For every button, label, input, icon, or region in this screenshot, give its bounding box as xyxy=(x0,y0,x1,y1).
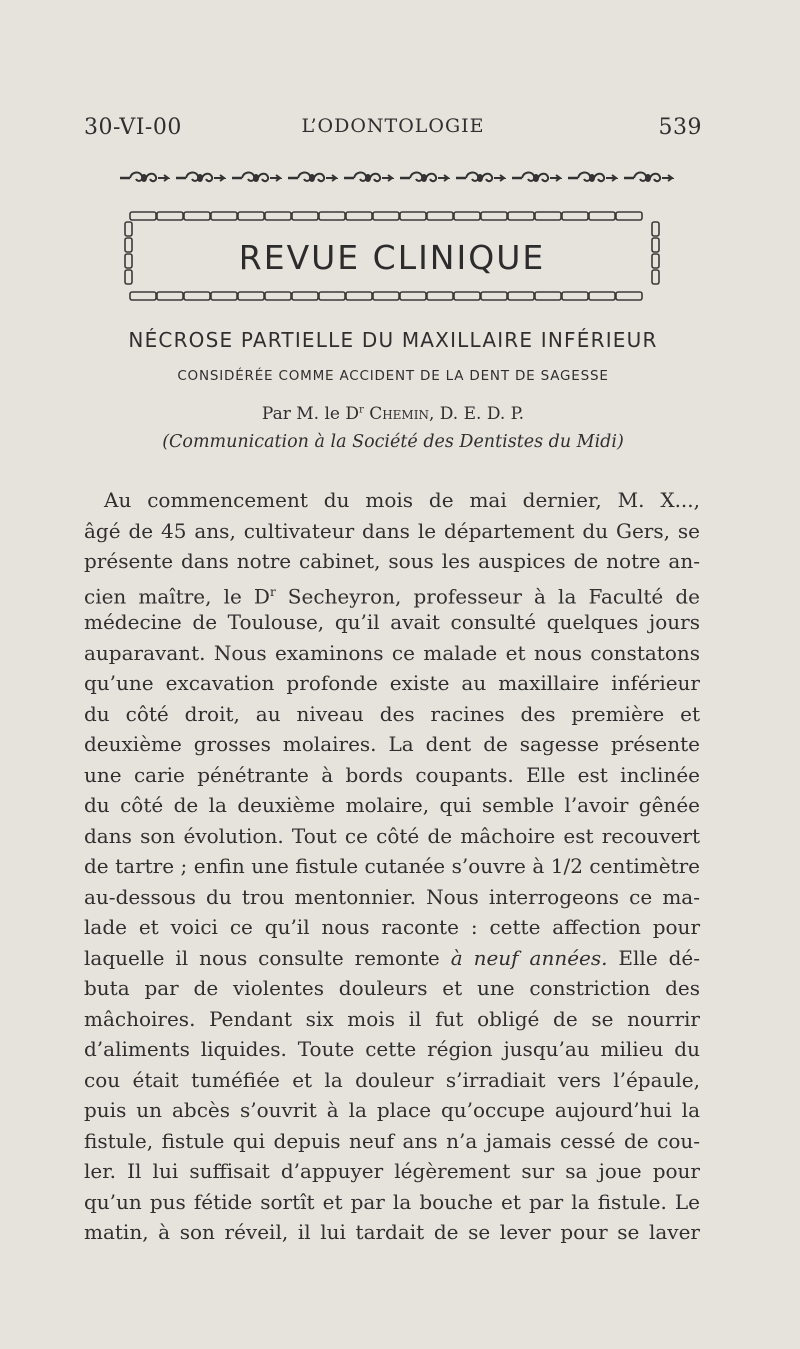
frame-link-top xyxy=(589,212,615,220)
frame-link-top xyxy=(184,212,210,220)
frame-link-bottom xyxy=(373,292,399,300)
frame-link-bottom xyxy=(238,292,264,300)
body-line-end: Secheyron, professeur à la Faculté de xyxy=(275,584,700,609)
frame-link-bottom xyxy=(211,292,237,300)
frame-link-bottom xyxy=(589,292,615,300)
frame-link-top xyxy=(508,212,534,220)
body-line: qu’un pus fétide sortît et par la bouche et par la fistule. Le xyxy=(84,1189,700,1214)
frame-link-bottom xyxy=(454,292,480,300)
body-line-end: Elle dé- xyxy=(607,945,700,970)
page-number: 539 xyxy=(658,115,702,140)
frame-link-bottom xyxy=(508,292,534,300)
section-frame xyxy=(122,208,662,304)
body-line: du côté droit, au niveau des racines des première et xyxy=(84,701,700,726)
frame-link-bottom xyxy=(157,292,183,300)
frame-link-bottom xyxy=(265,292,291,300)
body-line: dans son évolution. Tout ce côté de mâchoire est recouvert xyxy=(84,823,700,848)
body-line: âgé de 45 ans, cultivateur dans le département du Gers, se xyxy=(84,518,700,543)
frame-link-top xyxy=(481,212,507,220)
ornament-scroll xyxy=(510,168,562,188)
ornament-scroll xyxy=(454,168,506,188)
byline-prefix: Par M. le D xyxy=(261,404,360,424)
body-line: fistule, fistule qui depuis neuf ans n’a jamais cessé de cou- xyxy=(84,1128,700,1153)
article-body xyxy=(84,485,700,1248)
body-line-start: cien maître, le D xyxy=(84,584,270,609)
body-line: matin, à son réveil, il lui tardait de se lever pour se laver xyxy=(84,1220,700,1244)
ornament-scroll xyxy=(286,168,338,188)
article-title: NÉCROSE PARTIELLE DU MAXILLAIRE INFÉRIEUR xyxy=(128,328,658,352)
body-line: puis un abcès s’ouvrit à la place qu’occupe aujourd’hui la xyxy=(84,1098,700,1122)
frame-link-bottom xyxy=(319,292,345,300)
italic-phrase: à neuf années. xyxy=(450,945,608,970)
body-line: ler. Il lui suffisait d’appuyer légèrement sur sa joue pour xyxy=(84,1159,700,1183)
frame-link-bottom xyxy=(616,292,642,300)
frame-link-top xyxy=(157,212,183,220)
frame-link-top xyxy=(346,212,372,220)
frame-link-right xyxy=(652,222,659,236)
frame-link-top xyxy=(535,212,561,220)
frame-link-bottom xyxy=(346,292,372,300)
body-line: présente dans notre cabinet, sous les auspices de notre an- xyxy=(84,549,700,573)
byline-superscript: r xyxy=(359,404,364,416)
byline-suffix: , D. E. D. P. xyxy=(428,404,525,424)
frame-link-top xyxy=(373,212,399,220)
frame-link-bottom xyxy=(130,292,156,300)
frame-link-top xyxy=(616,212,642,220)
frame-link-bottom xyxy=(481,292,507,300)
section-title: REVUE CLINIQUE xyxy=(238,238,546,277)
body-line: au-dessous du trou mentonnier. Nous interrogeons ce ma- xyxy=(84,884,700,909)
ornament-scroll xyxy=(230,168,282,188)
frame-link-top xyxy=(400,212,426,220)
body-line: Au commencement du mois de mai dernier, M. X..., xyxy=(104,488,700,512)
frame-link-bottom xyxy=(292,292,318,300)
body-line: deuxième grosses molaires. La dent de sagesse présente xyxy=(84,732,700,756)
frame-link-top xyxy=(238,212,264,220)
frame-link-top xyxy=(292,212,318,220)
body-line-with-italic xyxy=(84,943,700,974)
frame-link-top xyxy=(265,212,291,220)
decorative-ornament-band xyxy=(118,166,674,190)
ornament-scroll xyxy=(118,168,170,188)
frame-link-top xyxy=(454,212,480,220)
frame-link-bottom xyxy=(427,292,453,300)
frame-link-bottom xyxy=(535,292,561,300)
frame-link-top xyxy=(130,212,156,220)
body-line: du côté de la deuxième molaire, qui semble l’avoir gênée xyxy=(84,793,700,817)
running-head-date: 30-VI-00 xyxy=(84,115,182,140)
venue-note: (Communication à la Société des Dentistes du Midi) xyxy=(162,432,624,452)
ornament-scroll xyxy=(174,168,226,188)
body-line: d’aliments liquides. Toute cette région jusqu’au milieu du xyxy=(84,1037,700,1061)
body-line: mâchoires. Pendant six mois il fut obligé de se nourrir xyxy=(84,1006,700,1031)
body-line: buta par de violentes douleurs et une constriction des xyxy=(84,976,700,1000)
body-line: auparavant. Nous examinons ce malade et nous constatons xyxy=(84,640,700,665)
frame-link-left xyxy=(125,222,132,236)
body-line: de tartre ; enfin une fistule cutanée s’ouvre à 1/2 centimètre xyxy=(84,854,700,878)
ornament-scroll xyxy=(398,168,450,188)
frame-link-bottom xyxy=(184,292,210,300)
running-head xyxy=(84,115,702,145)
body-line: médecine de Toulouse, qu’il avait consulté quelques jours xyxy=(84,610,700,634)
body-line-start: laquelle il nous consulte remonte xyxy=(84,945,440,970)
article-subtitle: CONSIDÉRÉE COMME ACCIDENT DE LA DENT DE SAGESSE xyxy=(177,368,609,384)
frame-link-top xyxy=(319,212,345,220)
author-name: Chemin xyxy=(369,404,429,424)
superscript: r xyxy=(269,584,276,599)
body-line: cou était tuméfiée et la douleur s’irradiait vers l’épaule, xyxy=(84,1067,700,1092)
frame-link-bottom xyxy=(400,292,426,300)
body-line: qu’une excavation profonde existe au maxillaire inférieur xyxy=(84,671,700,695)
running-head-journal: L’ODONTOLOGIE xyxy=(301,115,485,137)
frame-link-top xyxy=(427,212,453,220)
ornament-scroll xyxy=(622,168,674,188)
body-line-with-superscript xyxy=(84,577,700,608)
body-line: lade et voici ce qu’il nous raconte : cette affection pour xyxy=(84,915,700,939)
byline xyxy=(84,404,702,424)
frame-link-bottom xyxy=(562,292,588,300)
ornament-scroll xyxy=(342,168,394,188)
frame-link-top xyxy=(211,212,237,220)
ornament-scroll xyxy=(566,168,618,188)
body-line: une carie pénétrante à bords coupants. Elle est inclinée xyxy=(84,762,700,787)
frame-link-top xyxy=(562,212,588,220)
